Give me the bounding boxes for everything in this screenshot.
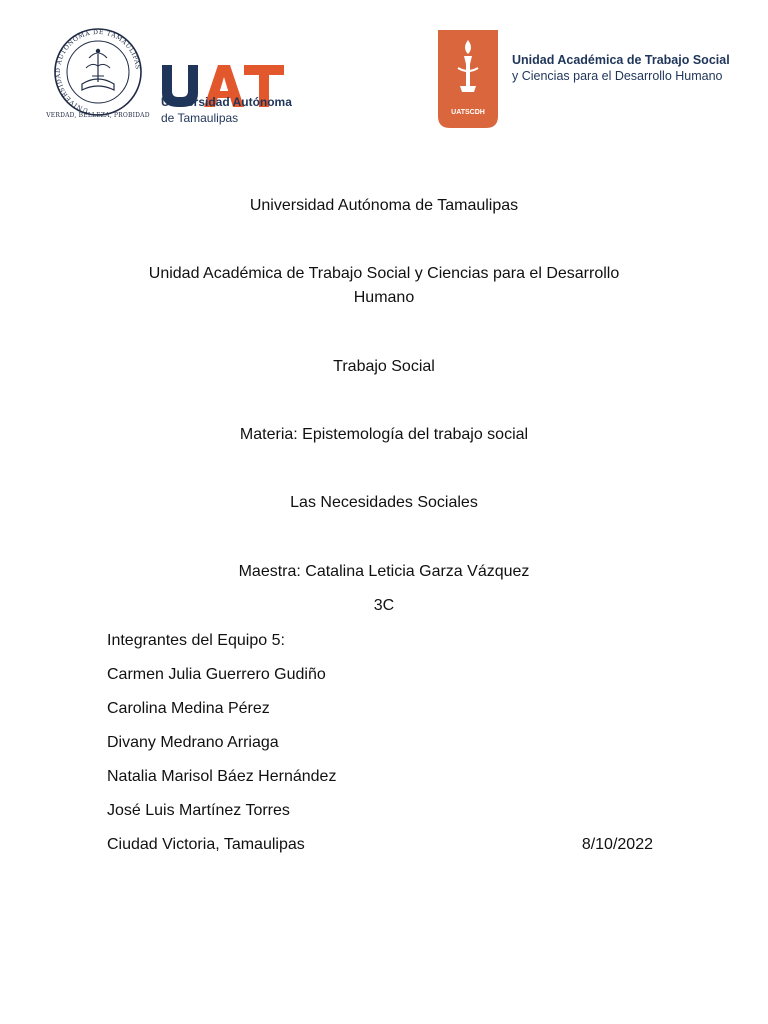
group: 3C [373, 597, 395, 614]
uatscdh-badge-icon [438, 30, 498, 128]
unit-title-line2: y Ciencias para el Desarrollo Humano [512, 69, 723, 83]
unit-name-line2: Humano [353, 289, 415, 306]
team-member: Carolina Medina Pérez [107, 700, 270, 717]
teacher: Maestra: Catalina Leticia Garza Vázquez [238, 563, 530, 580]
logo-header [0, 22, 768, 132]
uat-name-line2: de Tamaulipas [161, 111, 239, 125]
unit-name-line1: Unidad Académica de Trabajo Social y Ciencias para el Desarrollo [148, 265, 620, 282]
place: Ciudad Victoria, Tamaulipas [107, 836, 305, 853]
university-seal-icon [42, 24, 154, 124]
career: Trabajo Social [333, 358, 435, 375]
subject: Materia: Epistemología del trabajo social [239, 426, 529, 443]
uat-name-line1: Universidad Autónoma [161, 95, 292, 109]
topic-title: Las Necesidades Sociales [290, 494, 478, 511]
team-member: José Luis Martínez Torres [107, 802, 290, 819]
university-name: Universidad Autónoma de Tamaulipas [249, 197, 519, 214]
team-member: Natalia Marisol Báez Hernández [107, 768, 337, 785]
team-heading: Integrantes del Equipo 5: [107, 632, 285, 649]
seal-motto: VERDAD, BELLEZA, PROBIDAD [46, 112, 150, 119]
team-member: Divany Medrano Arriaga [107, 734, 279, 751]
date: 8/10/2022 [581, 836, 653, 853]
badge-label: UATSCDH [451, 109, 485, 116]
team-member: Carmen Julia Guerrero Gudiño [107, 666, 326, 683]
unit-title-line1: Unidad Académica de Trabajo Social [512, 53, 730, 67]
unit-title [512, 52, 730, 84]
uat-name [161, 94, 292, 126]
svg-text:UNIVERSIDAD AUTÓNOMA DE TAMAUL: UNIVERSIDAD AUTÓNOMA DE TAMAULIPAS [54, 28, 141, 114]
